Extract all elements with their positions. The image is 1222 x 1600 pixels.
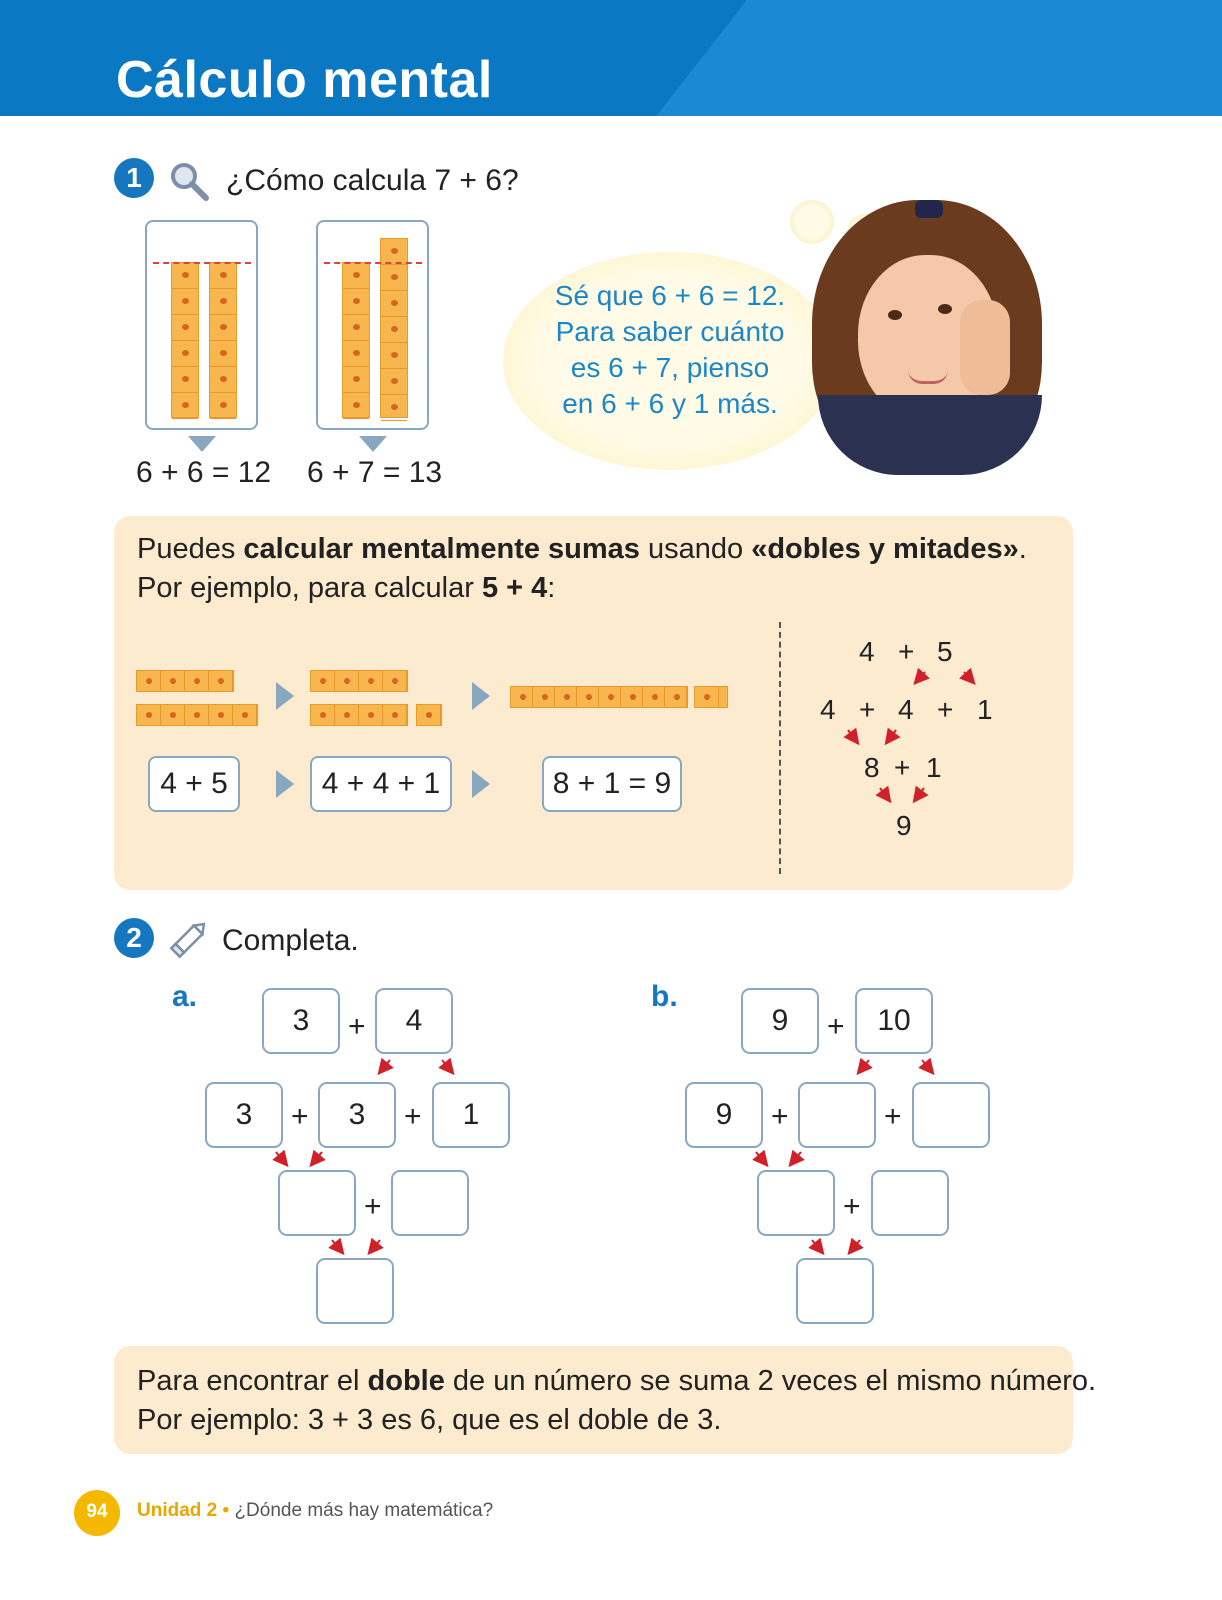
answer-input-box[interactable] xyxy=(798,1082,876,1148)
arrow xyxy=(312,1152,322,1164)
plus-sign: + xyxy=(884,1100,902,1133)
arrow xyxy=(812,1240,822,1252)
answer-box: 4 xyxy=(375,988,453,1054)
tree-operator: + xyxy=(859,694,876,725)
tree-value: 4 xyxy=(898,694,914,725)
tree-operator: + xyxy=(898,636,915,667)
plus-sign: + xyxy=(291,1100,309,1133)
answer-input-box[interactable] xyxy=(757,1170,835,1236)
answer-input-box[interactable] xyxy=(278,1170,356,1236)
tree-value: 4 xyxy=(859,636,875,667)
answer-input-box[interactable] xyxy=(871,1170,949,1236)
tree-value: 1 xyxy=(977,694,993,725)
unit-strip-4 xyxy=(310,704,408,726)
tree-value: 5 xyxy=(937,636,953,667)
answer-box: 3 xyxy=(318,1082,396,1148)
tip-panel-text: Puedes calcular mentalmente sumas usando «dobles y mitades». Por ejemplo, para calcular 5 + 4: xyxy=(137,533,1027,604)
tree-operator: + xyxy=(894,752,911,783)
answer-box: 1 xyxy=(432,1082,510,1148)
arrow xyxy=(380,1060,390,1072)
question-number-badge: 1 xyxy=(114,158,154,198)
unit-strip-8 xyxy=(510,686,688,708)
arrow xyxy=(859,1060,869,1072)
arrow xyxy=(850,1240,860,1252)
unit-strip-4 xyxy=(310,670,408,692)
down-triangle-icon xyxy=(188,436,216,452)
answer-input-box[interactable] xyxy=(912,1082,990,1148)
magnifier-icon xyxy=(168,160,210,202)
bar-column xyxy=(342,262,370,418)
plus-sign: + xyxy=(364,1190,382,1223)
unit-strip-5 xyxy=(136,704,258,726)
plus-sign: + xyxy=(404,1100,422,1133)
answer-box: 10 xyxy=(855,988,933,1054)
unit-strip-1 xyxy=(694,686,728,708)
bar-column xyxy=(171,262,199,418)
arrow xyxy=(922,1060,932,1072)
page-title: Cálculo mental xyxy=(116,51,493,109)
dashed-divider xyxy=(779,622,781,874)
right-triangle-icon xyxy=(472,770,490,798)
instruction-text: Completa. xyxy=(222,924,359,957)
header-band xyxy=(622,0,1222,116)
plus-sign: + xyxy=(843,1190,861,1223)
arrow xyxy=(756,1152,766,1164)
header-banner xyxy=(0,0,1222,116)
tree-value: 8 xyxy=(864,752,880,783)
answer-box: 3 xyxy=(205,1082,283,1148)
bar-column xyxy=(209,262,237,418)
expression-box: 4 + 4 + 1 xyxy=(310,756,452,812)
answer-input-box[interactable] xyxy=(316,1258,394,1324)
arrow xyxy=(791,1152,801,1164)
answer-input-box[interactable] xyxy=(391,1170,469,1236)
equation-left: 6 + 6 = 12 xyxy=(136,456,272,489)
plus-sign: + xyxy=(827,1010,845,1043)
question-number-badge: 2 xyxy=(114,918,154,958)
question-text: ¿Cómo calcula 7 + 6? xyxy=(226,164,519,197)
answer-box: 9 xyxy=(685,1082,763,1148)
unit-strip-1 xyxy=(416,704,442,726)
tree-value: 1 xyxy=(926,752,942,783)
exercise-b-label: b. xyxy=(651,980,678,1013)
right-triangle-icon xyxy=(472,682,490,710)
right-triangle-icon xyxy=(276,682,294,710)
pencil-icon xyxy=(168,918,210,960)
thought-bubble-text: Sé que 6 + 6 = 12. Para saber cuánto es 6 + 7, pienso en 6 + 6 y 1 más. xyxy=(554,280,786,419)
answer-box: 9 xyxy=(741,988,819,1054)
tip-panel-text: Para encontrar el doble de un número se suma 2 veces el mismo número. Por ejemplo: 3 + 3 es 6, que es el doble de 3. xyxy=(137,1365,1097,1436)
exercise-a-label: a. xyxy=(172,980,198,1013)
arrow xyxy=(276,1152,286,1164)
answer-input-box[interactable] xyxy=(796,1258,874,1324)
arrow xyxy=(370,1240,380,1252)
page-number: 94 xyxy=(74,1490,120,1536)
down-triangle-icon xyxy=(359,436,387,452)
bar-model-6-plus-6 xyxy=(145,220,258,430)
dashed-level-line xyxy=(324,262,422,264)
expression-box: 8 + 1 = 9 xyxy=(542,756,682,812)
footer-unit-text: Unidad 2 • ¿Dónde más hay matemática? xyxy=(137,1500,494,1521)
arrow xyxy=(332,1240,342,1252)
bar-model-6-plus-7 xyxy=(316,220,429,430)
plus-sign: + xyxy=(348,1010,366,1043)
unit-strip-4 xyxy=(136,670,234,692)
tree-operator: + xyxy=(937,694,954,725)
arrow xyxy=(442,1060,452,1072)
bar-column xyxy=(380,238,408,418)
expression-box: 4 + 5 xyxy=(148,756,240,812)
tree-value: 4 xyxy=(820,694,836,725)
answer-box: 3 xyxy=(262,988,340,1054)
dashed-level-line xyxy=(153,262,251,264)
plus-sign: + xyxy=(771,1100,789,1133)
right-triangle-icon xyxy=(276,770,294,798)
equation-right: 6 + 7 = 13 xyxy=(307,456,443,489)
tree-result: 9 xyxy=(896,810,912,841)
thought-dot xyxy=(790,200,834,244)
